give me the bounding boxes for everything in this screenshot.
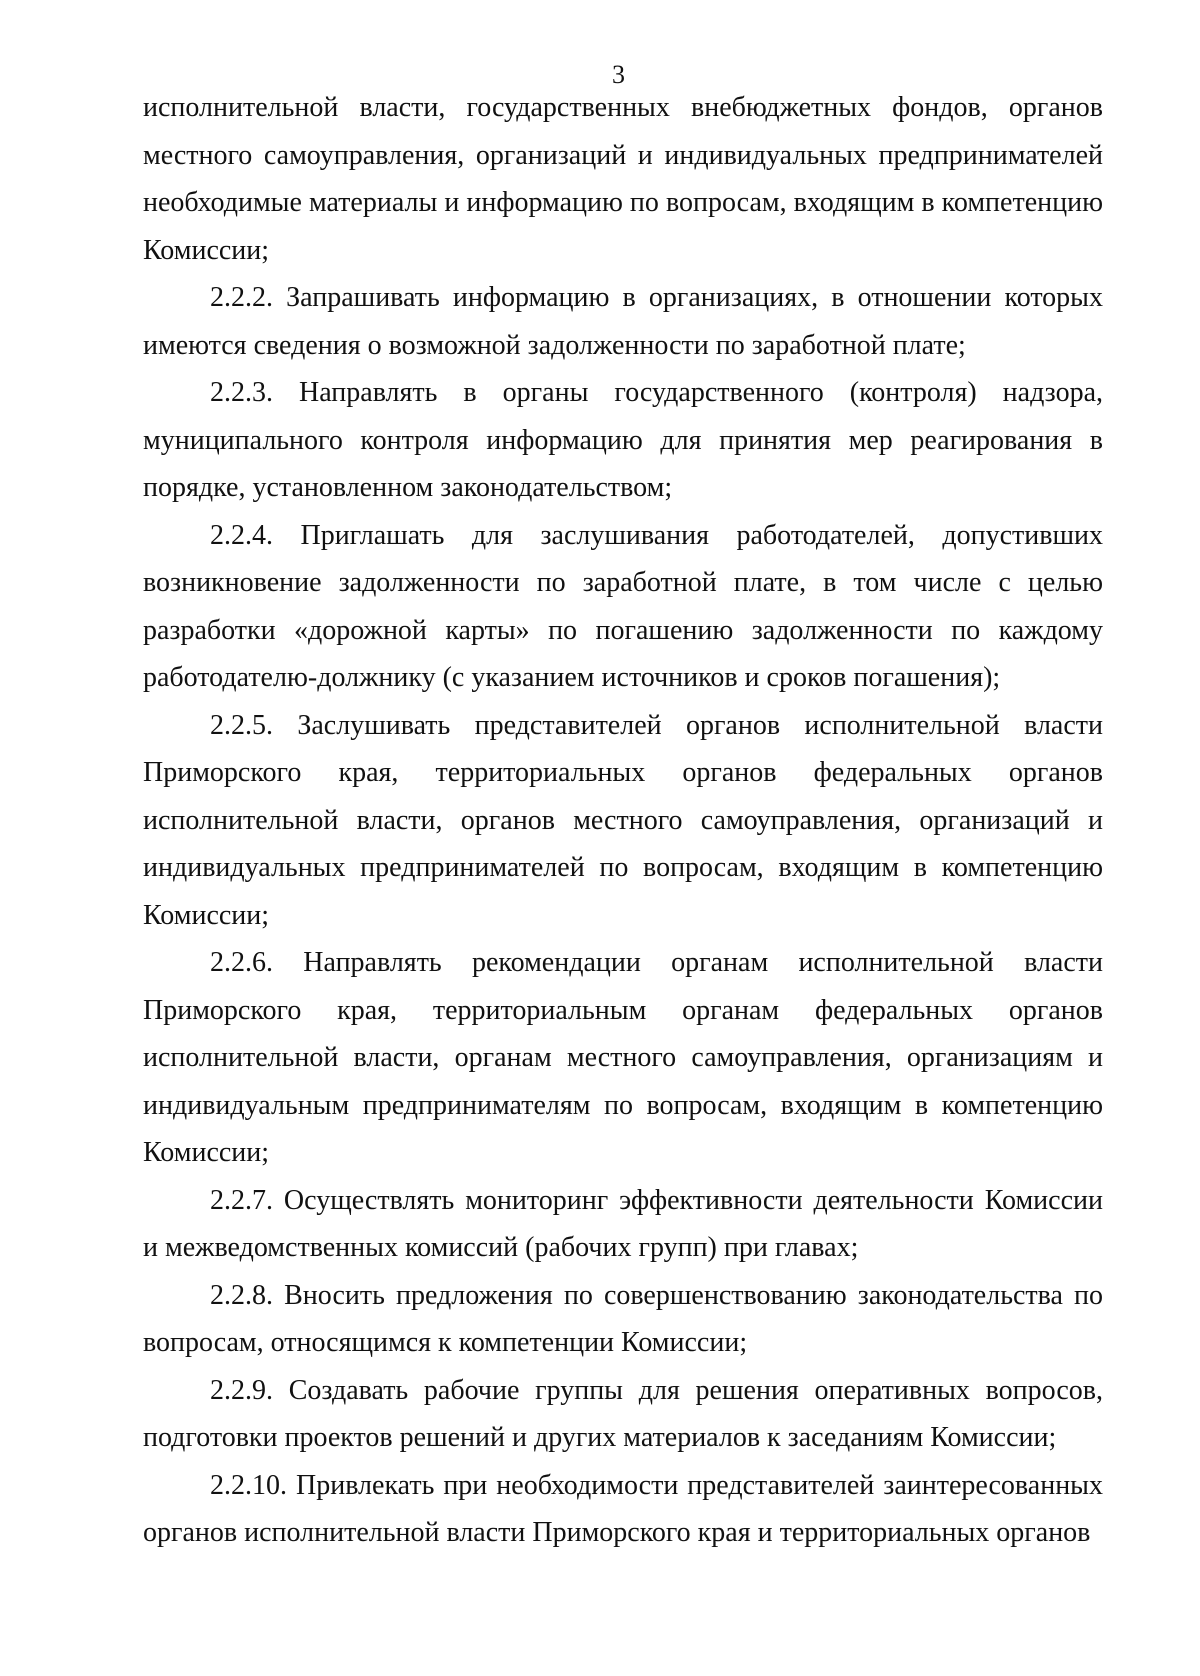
paragraph-2-2-3: 2.2.3. Направлять в органы государственного (контроля) надзора, муниципального контроля информацию для принятия мер реагирования в порядке, установленном законодательством; (143, 377, 1103, 503)
paragraph-2-2-2: 2.2.2. Запрашивать информацию в организациях, в отношении которых имеются сведения о возможной задолженности по заработной плате; (143, 282, 1103, 361)
paragraph-2-2-9: 2.2.9. Создавать рабочие группы для решения оперативных вопросов, подготовки проектов решений и других материалов к заседаниям Комиссии; (143, 1374, 1103, 1453)
paragraph-2-2-10: 2.2.10. Привлекать при необходимости представителей заинтересованных органов исполнительной власти Приморского края и территориальных органов (143, 1469, 1103, 1548)
paragraph-continuation: исполнительной власти, государственных внебюджетных фондов, органов местного самоуправления, организаций и индивидуальных предпринимателей необходимые материалы и информацию по вопросам, входящим в компетенцию Комиссии; (143, 92, 1103, 266)
paragraph-2-2-8: 2.2.8. Вносить предложения по совершенствованию законодательства по вопросам, относящимся к компетенции Комиссии; (143, 1279, 1103, 1358)
paragraph-2-2-6: 2.2.6. Направлять рекомендации органам исполнительной власти Приморского края, территориальным органам федеральных органов исполнительной власти, органам местного самоуправления, организациям и индивидуальным предпринимателям по вопросам, входящим в компетенцию Комиссии; (143, 947, 1103, 1168)
paragraph-2-2-4: 2.2.4. Приглашать для заслушивания работодателей, допустивших возникновение задолженности по заработной плате, в том числе с целью разработки «дорожной карты» по погашению задолженности по каждому работодателю-должнику (с указанием источников и сроков погашения); (143, 519, 1103, 693)
paragraph-2-2-5: 2.2.5. Заслушивать представителей органов исполнительной власти Приморского края, территориальных органов федеральных органов исполнительной власти, органов местного самоуправления, организаций и индивидуальных предпринимателей по вопросам, входящим в компетенцию Комиссии; (143, 709, 1103, 931)
page-number: 3 (612, 60, 625, 89)
paragraph-2-2-7: 2.2.7. Осуществлять мониторинг эффективности деятельности Комиссии и межведомственных комиссий (рабочих групп) при главах; (143, 1184, 1103, 1263)
document-body (143, 84, 1103, 1557)
